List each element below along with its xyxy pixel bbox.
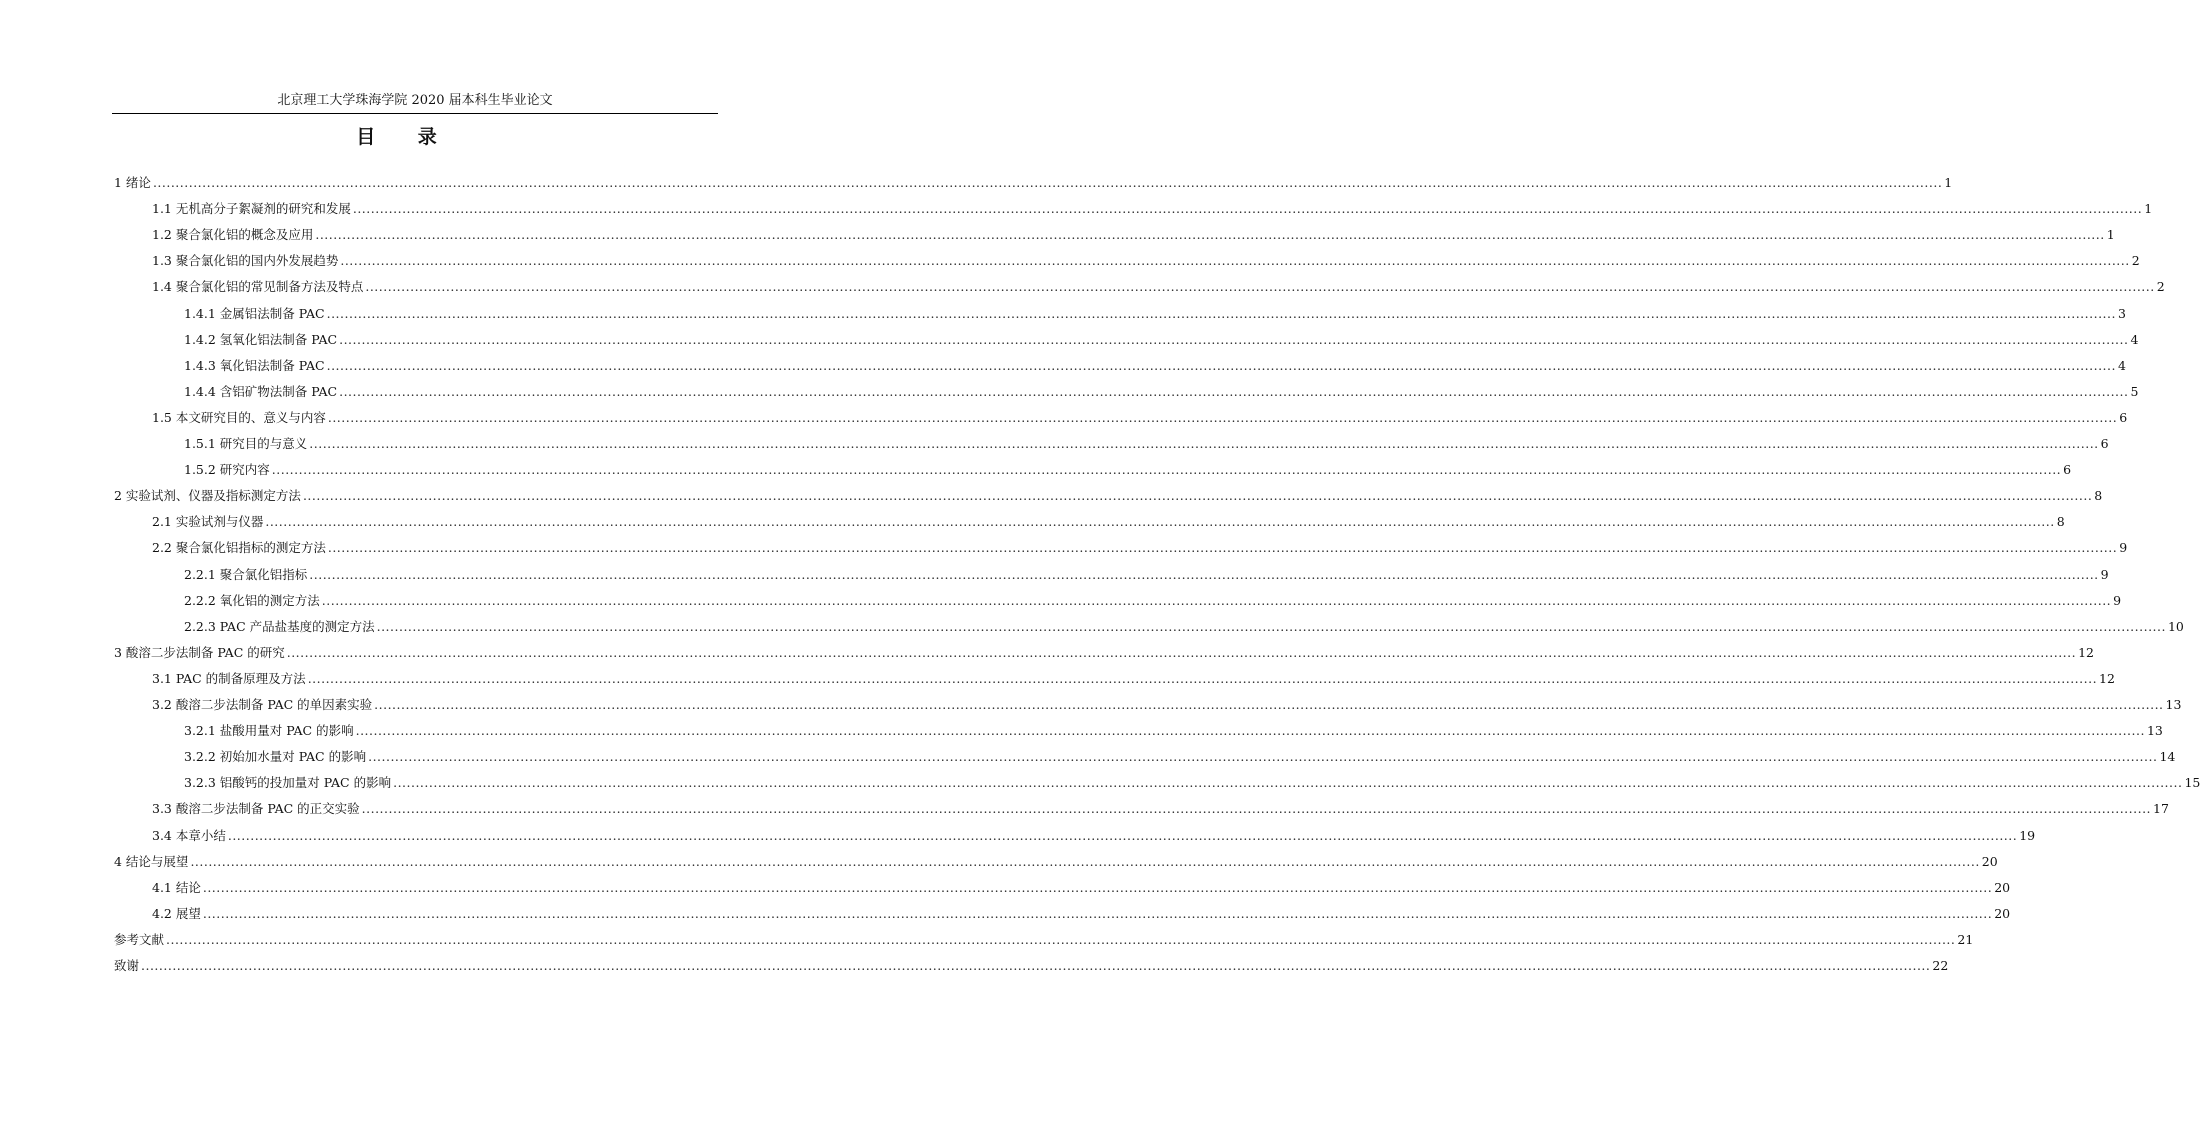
toc-entry-label: 3 酸溶二步法制备 PAC 的研究 <box>114 645 285 660</box>
toc-leader-dots: ................................................................................................................................................................................................................................................................................................................................................................................................................ <box>190 854 1980 869</box>
toc-entry[interactable] <box>114 955 1949 977</box>
toc-leader-dots: ................................................................................................................................................................................................................................................................................................................................................................................................................ <box>286 645 2077 660</box>
toc-title: 目 录 <box>356 126 455 148</box>
toc-entry-label: 3.2.1 盐酸用量对 PAC 的影响 <box>184 723 354 738</box>
toc-page-number: 2 <box>2131 253 2140 268</box>
toc-entry[interactable] <box>184 355 2126 377</box>
toc-entry-label: 1.4 聚合氯化铝的常见制备方法及特点 <box>152 279 364 294</box>
toc-leader-dots: ................................................................................................................................................................................................................................................................................................................................................................................................................ <box>202 880 1993 895</box>
toc-leader-dots: ................................................................................................................................................................................................................................................................................................................................................................................................................ <box>202 906 1993 921</box>
toc-entry-label: 2.2 聚合氯化铝指标的测定方法 <box>152 540 326 555</box>
toc-leader-dots: ................................................................................................................................................................................................................................................................................................................................................................................................................ <box>326 358 2116 373</box>
toc-page-number: 3 <box>2117 306 2126 321</box>
toc-entry[interactable] <box>114 485 2103 507</box>
toc-page-number: 20 <box>1981 854 1998 869</box>
toc-entry[interactable] <box>152 511 2065 533</box>
toc-entry[interactable] <box>152 276 2165 298</box>
toc-entry-label: 1.5 本文研究目的、意义与内容 <box>152 410 326 425</box>
toc-entry[interactable] <box>152 407 2128 429</box>
toc-entry[interactable] <box>152 537 2128 559</box>
toc-entry-label: 致谢 <box>114 958 140 973</box>
toc-page-number: 20 <box>1994 906 2011 921</box>
toc-entry-label: 1.4.2 氢氧化铝法制备 PAC <box>184 332 338 347</box>
toc-leader-dots: ................................................................................................................................................................................................................................................................................................................................................................................................................ <box>326 306 2116 321</box>
toc-entry[interactable] <box>184 720 2163 742</box>
toc-page-number: 1 <box>2144 201 2153 216</box>
toc-entry-label: 2.2.1 聚合氯化铝指标 <box>184 567 308 582</box>
toc-entry[interactable] <box>114 851 1998 873</box>
toc-leader-dots: ................................................................................................................................................................................................................................................................................................................................................................................................................ <box>321 593 2112 608</box>
toc-leader-dots: ................................................................................................................................................................................................................................................................................................................................................................................................................ <box>302 488 2093 503</box>
toc-entry-label: 1.2 聚合氯化铝的概念及应用 <box>152 227 314 242</box>
toc-page-number: 5 <box>2130 384 2139 399</box>
toc-entry-label: 参考文献 <box>114 932 165 947</box>
toc-entry-label: 3.1 PAC 的制备原理及方法 <box>152 671 306 686</box>
toc-leader-dots: ................................................................................................................................................................................................................................................................................................................................................................................................................ <box>327 540 2118 555</box>
toc-entry-label: 2.1 实验试剂与仪器 <box>152 514 264 529</box>
toc-entry[interactable] <box>184 329 2139 351</box>
toc-page-number: 13 <box>2146 723 2163 738</box>
toc-entry[interactable] <box>152 668 2115 690</box>
toc-entry[interactable] <box>114 642 2094 664</box>
toc-leader-dots: ................................................................................................................................................................................................................................................................................................................................................................................................................ <box>265 514 2055 529</box>
toc-entry[interactable] <box>184 303 2126 325</box>
toc-entry-label: 1.4.1 金属铝法制备 PAC <box>184 306 325 321</box>
toc-entry[interactable] <box>184 381 2139 403</box>
toc-entry-label: 2.2.3 PAC 产品盐基度的测定方法 <box>184 619 375 634</box>
toc-entry[interactable] <box>184 616 2184 638</box>
toc-page-number: 21 <box>1957 932 1974 947</box>
toc-page-number: 22 <box>1932 958 1949 973</box>
toc-leader-dots: ................................................................................................................................................................................................................................................................................................................................................................................................................ <box>393 775 2183 790</box>
toc-entry[interactable] <box>184 564 2109 586</box>
toc-entry-label: 3.2.3 铝酸钙的投加量对 PAC 的影响 <box>184 775 392 790</box>
toc-page-number: 9 <box>2113 593 2122 608</box>
toc-entry[interactable] <box>114 929 1974 951</box>
toc-leader-dots: ................................................................................................................................................................................................................................................................................................................................................................................................................ <box>227 828 2018 843</box>
toc-page-number: 6 <box>2100 436 2109 451</box>
toc-entry[interactable] <box>184 433 2109 455</box>
toc-leader-dots: ................................................................................................................................................................................................................................................................................................................................................................................................................ <box>365 279 2155 294</box>
toc-entry-label: 1.5.1 研究目的与意义 <box>184 436 308 451</box>
toc-page-number: 1 <box>2106 227 2115 242</box>
toc-page-number: 17 <box>2153 801 2169 816</box>
toc-page-number: 20 <box>1994 880 2011 895</box>
toc-entry-label: 1.3 聚合氯化铝的国内外发展趋势 <box>152 253 339 268</box>
toc-entry[interactable] <box>152 250 2140 272</box>
toc-entry[interactable] <box>152 825 2036 847</box>
toc-entry[interactable] <box>152 798 2169 820</box>
toc-page-number: 8 <box>2094 488 2103 503</box>
toc-leader-dots: ................................................................................................................................................................................................................................................................................................................................................................................................................ <box>361 801 2152 816</box>
toc-entry[interactable] <box>184 772 2200 794</box>
page-header: 北京理工大学珠海学院 2020 届本科生毕业论文 <box>277 93 553 108</box>
toc-page-number: 2 <box>2156 279 2165 294</box>
toc-page-number: 15 <box>2184 775 2200 790</box>
toc-entry-label: 4.2 展望 <box>152 906 201 921</box>
toc-page-number: 8 <box>2056 514 2065 529</box>
toc-entry-label: 1.4.4 含铝矿物法制备 PAC <box>184 384 338 399</box>
toc-page-number: 13 <box>2165 697 2182 712</box>
toc-page-number: 9 <box>2119 540 2128 555</box>
toc-entry[interactable] <box>184 459 2072 481</box>
header-divider <box>112 113 718 114</box>
toc-page-number: 4 <box>2117 358 2126 373</box>
toc-page-number: 19 <box>2019 828 2036 843</box>
toc-leader-dots: ................................................................................................................................................................................................................................................................................................................................................................................................................ <box>374 697 2164 712</box>
toc-page-number: 10 <box>2167 619 2184 634</box>
toc-entry[interactable] <box>152 224 2115 246</box>
toc-page-number: 12 <box>2099 671 2115 686</box>
toc-leader-dots: ................................................................................................................................................................................................................................................................................................................................................................................................................ <box>339 332 2129 347</box>
toc-leader-dots: ................................................................................................................................................................................................................................................................................................................................................................................................................ <box>271 462 2062 477</box>
toc-entry-label: 4.1 结论 <box>152 880 201 895</box>
toc-page-number: 12 <box>2078 645 2094 660</box>
toc-entry-label: 3.2 酸溶二步法制备 PAC 的单因素实验 <box>152 697 373 712</box>
toc-entry-label: 2 实验试剂、仪器及指标测定方法 <box>114 488 301 503</box>
toc-leader-dots: ................................................................................................................................................................................................................................................................................................................................................................................................................ <box>339 384 2129 399</box>
toc-leader-dots: ................................................................................................................................................................................................................................................................................................................................................................................................................ <box>355 723 2145 738</box>
toc-entry-label: 2.2.2 氧化铝的测定方法 <box>184 593 320 608</box>
toc-leader-dots: ................................................................................................................................................................................................................................................................................................................................................................................................................ <box>340 253 2130 268</box>
toc-page-number: 6 <box>2119 410 2128 425</box>
toc-leader-dots: ................................................................................................................................................................................................................................................................................................................................................................................................................ <box>309 567 2099 582</box>
toc-entry-label: 1.4.3 氧化铝法制备 PAC <box>184 358 325 373</box>
toc-leader-dots: ................................................................................................................................................................................................................................................................................................................................................................................................................ <box>307 671 2098 686</box>
toc-page-number: 14 <box>2159 749 2176 764</box>
toc-leader-dots: ................................................................................................................................................................................................................................................................................................................................................................................................................ <box>352 201 2143 216</box>
toc-leader-dots: ................................................................................................................................................................................................................................................................................................................................................................................................................ <box>376 619 2166 634</box>
toc-entry-label: 4 结论与展望 <box>114 854 189 869</box>
toc-entry[interactable] <box>184 590 2122 612</box>
toc-entry[interactable] <box>152 877 2011 899</box>
toc-leader-dots: ................................................................................................................................................................................................................................................................................................................................................................................................................ <box>166 932 1956 947</box>
toc-entry[interactable] <box>152 198 2153 220</box>
toc-entry-label: 3.4 本章小结 <box>152 828 226 843</box>
toc-page-number: 6 <box>2063 462 2072 477</box>
toc-entry-label: 3.3 酸溶二步法制备 PAC 的正交实验 <box>152 801 360 816</box>
toc-leader-dots: ................................................................................................................................................................................................................................................................................................................................................................................................................ <box>141 958 1931 973</box>
toc-leader-dots: ................................................................................................................................................................................................................................................................................................................................................................................................................ <box>368 749 2158 764</box>
toc-entry[interactable] <box>184 746 2176 768</box>
toc-leader-dots: ................................................................................................................................................................................................................................................................................................................................................................................................................ <box>315 227 2105 242</box>
toc-entry[interactable] <box>152 903 2011 925</box>
toc-entry-label: 3.2.2 初始加水量对 PAC 的影响 <box>184 749 367 764</box>
toc-leader-dots: ................................................................................................................................................................................................................................................................................................................................................................................................................ <box>152 175 1943 190</box>
toc-entry[interactable] <box>152 694 2182 716</box>
toc-entry-label: 1.1 无机高分子絮凝剂的研究和发展 <box>152 201 351 216</box>
toc-leader-dots: ................................................................................................................................................................................................................................................................................................................................................................................................................ <box>309 436 2099 451</box>
toc-page-number: 1 <box>1944 175 1953 190</box>
toc-leader-dots: ................................................................................................................................................................................................................................................................................................................................................................................................................ <box>327 410 2118 425</box>
toc-page-number: 9 <box>2100 567 2109 582</box>
toc-entry[interactable] <box>114 172 1953 194</box>
toc-entry-label: 1.5.2 研究内容 <box>184 462 270 477</box>
toc-page-number: 4 <box>2130 332 2139 347</box>
toc-entry-label: 1 绪论 <box>114 175 151 190</box>
